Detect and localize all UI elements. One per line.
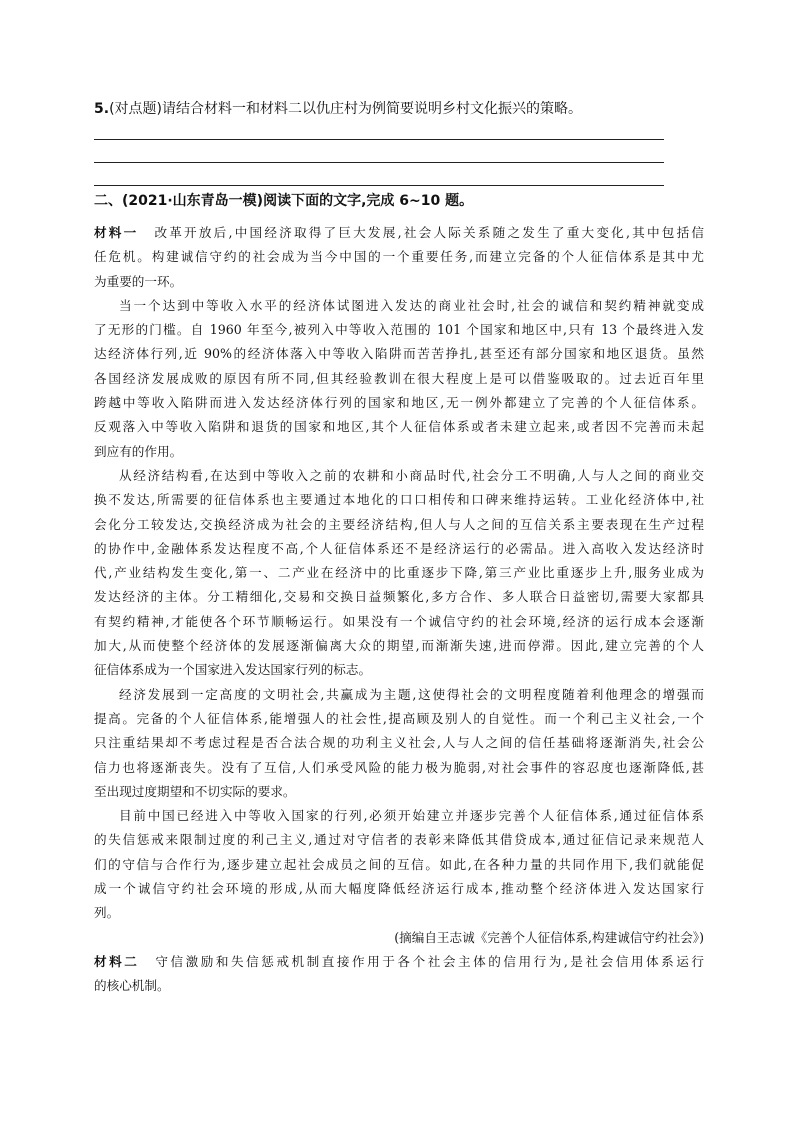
passage-line: 任危机。构建诚信守约的社会成为当今中国的一个重要任务,而建立完备的个人征信体系是其中尤 [94, 249, 704, 265]
answer-line-1 [94, 139, 664, 140]
passage-line: 代,产业结构发生变化,第一、二产业在经济中的比重逐步下降,第三产业比重逐步上升,服务业成为 [94, 565, 704, 581]
question-5-text: (对点题)请结合材料一和材料二以仇庄村为例简要说明乡村文化振兴的策略。 [109, 101, 582, 117]
passage-line: 信力也将逐渐丧失。没有了互信,人们承受风险的能力极为脆弱,对社会事件的容忍度也逐渐降低,甚 [94, 759, 704, 775]
question-5-number: 5. [94, 101, 110, 117]
passage-line: 提高。完备的个人征信体系,能增强人的社会性,提高顾及别人的自觉性。而一个利己主义社会,一个 [94, 710, 704, 726]
passage-line: 只注重结果却不考虑过程是否合法合规的功利主义社会,人与人之间的信任基础将逐渐消失,社会公 [94, 735, 704, 751]
passage-line: 成一个诚信守约社会环境的形成,从而大幅度降低经济运行成本,推动整个经济体进入发达国家行 [94, 881, 704, 897]
passage-line: 换不发达,所需要的征信体系也主要通过本地化的口口相传和口碑来维持运转。工业化经济体中,社 [94, 492, 704, 508]
material-1-label: 材料一 [94, 225, 139, 240]
material-2-label: 材料二 [94, 953, 140, 969]
answer-line-2 [94, 162, 664, 163]
passage-line: 列。 [94, 905, 120, 921]
passage-line: 有契约精神,才能使各个环节顺畅运行。如果没有一个诚信守约的社会环境,经济的运行成本会逐渐 [94, 613, 704, 629]
passage-line: 加大,从而使整个经济体的发展逐渐偏离大众的期望,而渐渐失速,进而停滞。因此,建立完善的个人 [94, 638, 704, 654]
passage-line: 为重要的一环。 [94, 273, 183, 289]
passage-line: 各国经济发展成败的原因有所不同,但其经验教训在很大程度上是可以借鉴吸取的。过去近百年里 [94, 370, 704, 386]
passage [94, 221, 704, 999]
passage-line: 至出现过度期望和不切实际的要求。 [94, 783, 296, 799]
answer-line-3 [94, 185, 664, 186]
passage-line: 的核心机制。 [94, 978, 170, 994]
passage-line: 经济发展到一定高度的文明社会,共赢成为主题,这使得社会的文明程度随着利他理念的增强而 [119, 686, 704, 702]
passage-line: 们的守信与合作行为,逐步建立起社会成员之间的互信。如此,在各种力量的共同作用下,我们就能促 [94, 856, 704, 872]
passage-line: 材料二 守信激励和失信惩戒机制直接作用于各个社会主体的信用行为,是社会信用体系运行 [94, 953, 704, 969]
passage-line: 当一个达到中等收入水平的经济体试图进入发达的商业社会时,社会的诚信和契约精神就变成 [119, 297, 704, 313]
passage-line: 会化分工较发达,交换经济成为社会的主要经济结构,但人与人之间的互信关系主要表现在生产过程 [94, 516, 704, 532]
passage-line: 反观落入中等收入陷阱和退货的国家和地区,其个人征信体系或者未建立起来,或者因不完善而未起 [94, 419, 704, 435]
passage-line: 征信体系成为一个国家进入发达国家行列的标志。 [94, 662, 372, 678]
passage-line: 材料一 改革开放后,中国经济取得了巨大发展,社会人际关系随之发生了重大变化,其中包括信 [94, 225, 704, 240]
passage-line: 的协作中,金融体系发达程度不高,个人征信体系还不是经济运行的必需品。进入高收入发达经济时 [94, 540, 704, 556]
passage-line: 了无形的门槛。自 1960 年至今,被列入中等收入范围的 101 个国家和地区中,只有 13 个最终进入发 [94, 322, 704, 338]
passage-line: 到应有的作用。 [94, 443, 183, 459]
passage-line: 从经济结构看,在达到中等收入之前的农耕和小商品时代,社会分工不明确,人与人之间的商业交 [119, 467, 704, 483]
material-1-source: (摘编自王志诚《完善个人征信体系,构建诚信守约社会》) [394, 929, 704, 945]
question-5 [94, 99, 694, 119]
passage-line: 跨越中等收入陷阱而进入发达经济体行列的国家和地区,无一例外都建立了完善的个人征信体系。 [94, 395, 704, 411]
section-2-heading: 二、(2021·山东青岛一模)阅读下面的文字,完成 6~10 题。 [94, 193, 474, 209]
passage-line: 达经济体行列,近 90%的经济体落入中等收入陷阱而苦苦挣扎,甚至还有部分国家和地区退货。虽然 [94, 346, 704, 362]
passage-line: 的失信惩戒来限制过度的利己主义,通过对守信者的表彰来降低其借贷成本,通过征信记录来规范人 [94, 832, 704, 848]
passage-line: 目前中国已经进入中等收入国家的行列,必须开始建立并逐步完善个人征信体系,通过征信体系 [119, 808, 704, 824]
passage-line: 发达经济的主体。分工精细化,交易和交换日益频繁化,多方合作、多人联合日益密切,需要大家都具 [94, 589, 704, 605]
